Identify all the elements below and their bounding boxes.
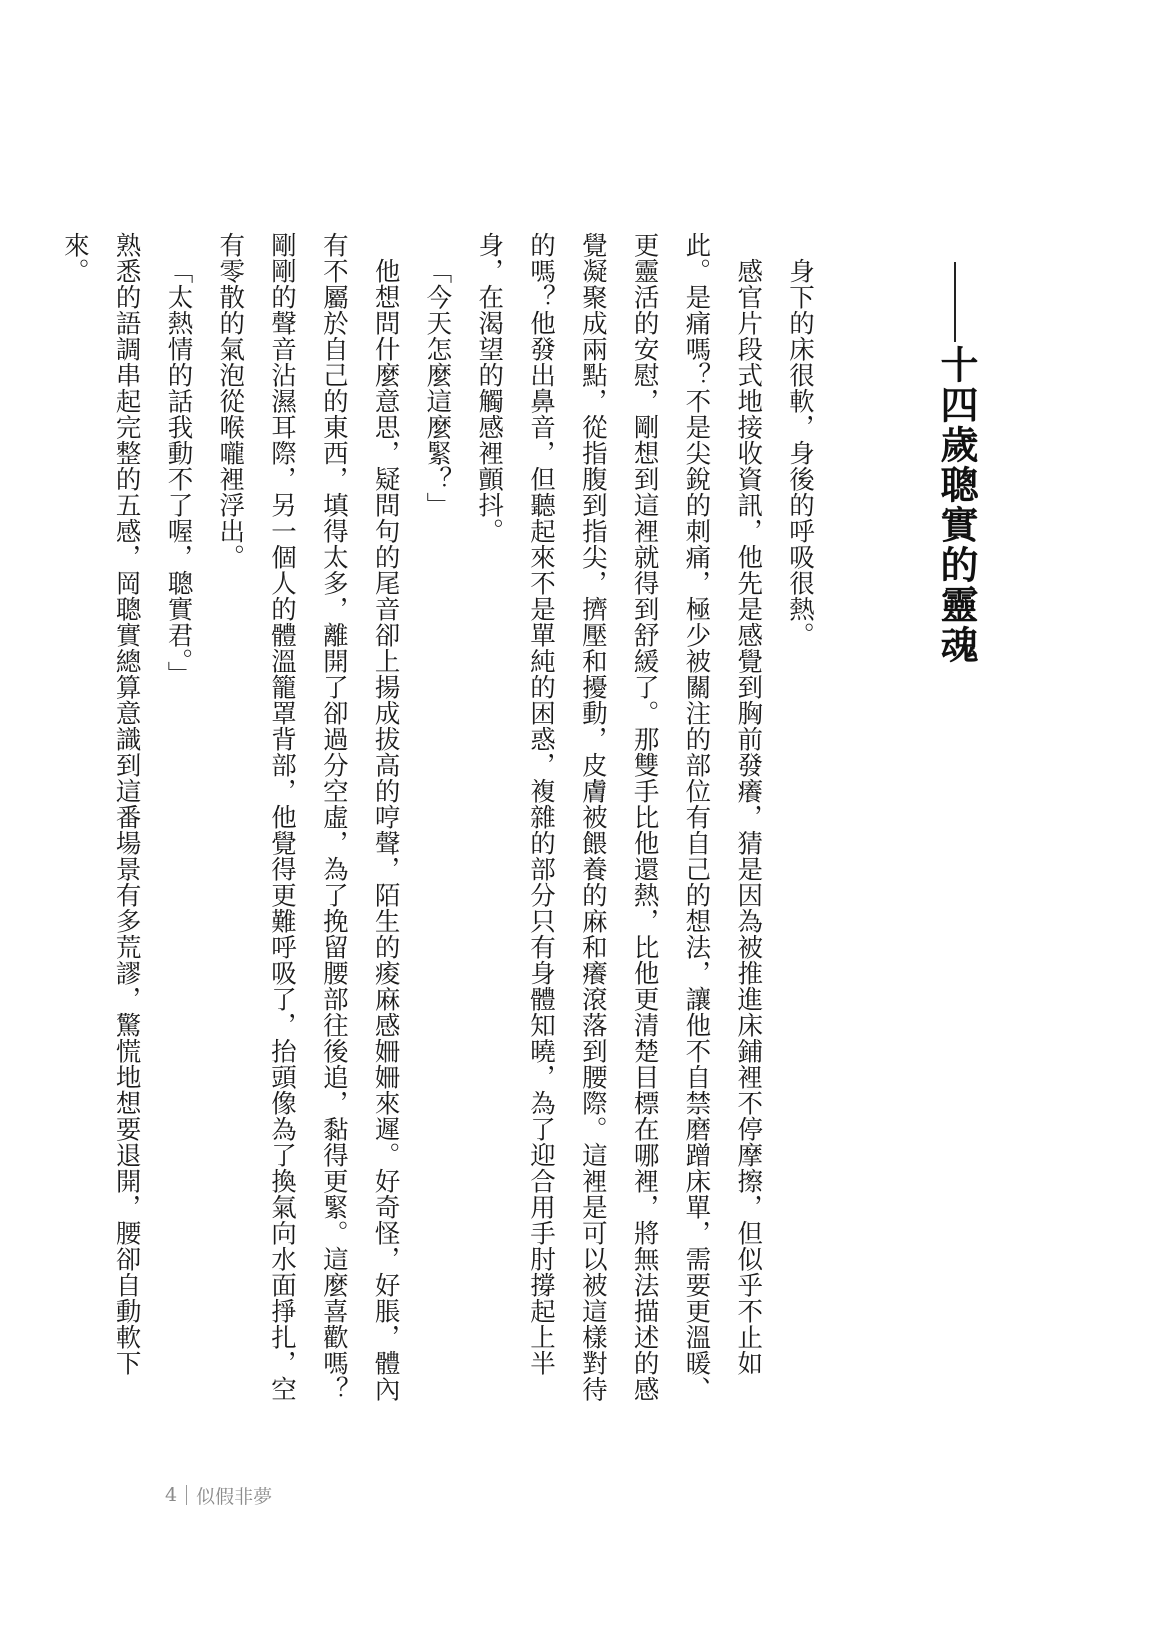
paragraph-1: 身下的床很軟，身後的呼吸很熱。 xyxy=(785,257,815,648)
book-title: 似假非夢 xyxy=(196,1485,273,1508)
footer-separator xyxy=(186,1485,187,1505)
body-text xyxy=(59,232,825,1412)
dialogue-2: 「太熱情的話我動不了喔，聰實君。」 xyxy=(163,257,194,687)
dialogue-1: 「今天怎麼這麼緊？」 xyxy=(422,257,453,518)
paragraph-4: 熟悉的語調串起完整的五感，岡聰實總算意識到這番場景有多荒謬，驚慌地想要退開，腰卻自動軟下來。 xyxy=(59,232,142,1376)
title-dash-decoration xyxy=(954,262,956,342)
page-number: 4 xyxy=(165,1484,178,1506)
chapter-title: 十四歲聰實的靈魂 xyxy=(934,345,979,665)
paragraph-3: 他想問什麼意思，疑問句的尾音卻上揚成拔高的哼聲，陌生的痠麻感姍姍來遲。好奇怪，好脹，體內有不屬於自己的東西，填得太多，離開了卻過分空虛，為了挽留腰部往後追，黏得更緊。這麼喜歡嗎？剛剛的聲音沾濕耳際，另一個人的體溫籠罩背部，他覺得更難呼吸了，抬頭像為了換氣向水面掙扎，空有零散的氣泡從喉嚨裡浮出。 xyxy=(215,232,401,1402)
paragraph-2: 感官片段式地接收資訊，他先是感覺到胸前發癢，猜是因為被推進床鋪裡不停摩擦，但似乎不止如此。是痛嗎？不是尖銳的刺痛，極少被關注的部位有自己的想法，讓他不自禁磨蹭床單，需要更溫暖、更靈活的安慰，剛想到這裡就得到舒緩了。那雙手比他還熱，比他更清楚目標在哪裡，將無法描述的感覺凝聚成兩點，從指腹到指尖，擠壓和擾動，皮膚被餵養的麻和癢滾落到腰際。這裡是可以被這樣對待的嗎？他發出鼻音，但聽起來不是單純的困惑，複雜的部分只有身體知曉，為了迎合用手肘撐起上半身，在渴望的觸感裡顫抖。 xyxy=(474,232,764,1402)
page-footer xyxy=(165,1480,272,1510)
